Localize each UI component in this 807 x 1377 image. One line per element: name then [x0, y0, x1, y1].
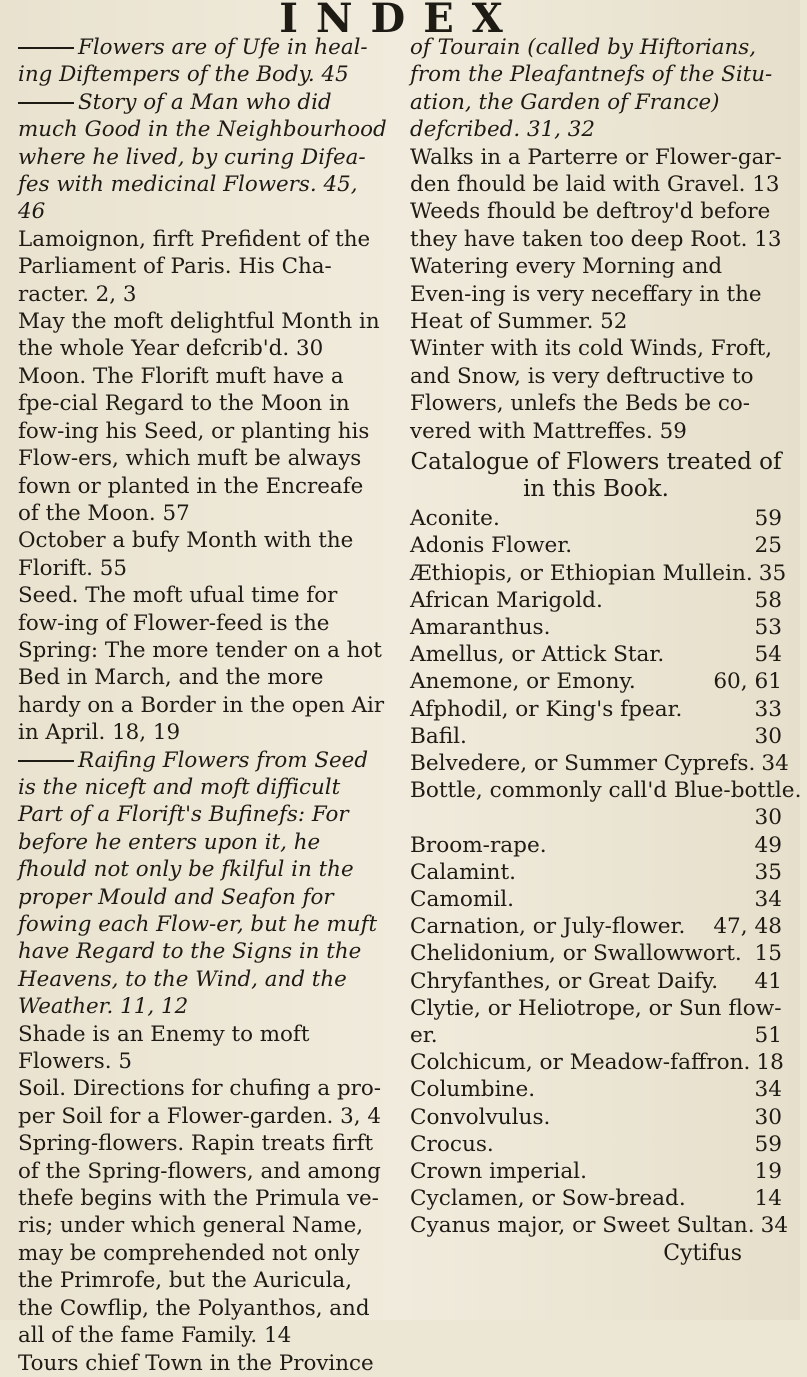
- page-numbers: 34: [754, 1077, 782, 1103]
- index-entry: [18, 226, 390, 308]
- catalogue-row: [410, 859, 782, 886]
- page-numbers: 60, 61: [713, 669, 782, 695]
- index-entry-text: May the moft delightful Month in the whole Year defcrib'd. 30: [18, 309, 380, 362]
- index-entry-text: Shade is an Enemy to moft Flowers. 5: [18, 1021, 310, 1075]
- catalogue-row: [410, 614, 782, 641]
- index-entry: [18, 89, 390, 226]
- index-entry-text: Seed. The moft ufual time for fow-ing of Flower-feed is the Spring: The more tender on a hot Bed in March, and the more hardy on a Border in the open Air in April. 18, 19: [18, 583, 385, 746]
- flower-name: Bottle, commonly call'd Blue-bottle.: [410, 778, 802, 804]
- index-entry-text: Tours chief Town in the Province: [18, 1350, 374, 1376]
- page-numbers: 15: [754, 941, 782, 967]
- flower-name: Cyanus major, or Sweet Sultan.: [410, 1213, 755, 1239]
- page-numbers: 30: [754, 723, 782, 749]
- catalogue-row: [410, 1158, 782, 1185]
- index-entry: Walks in a Parterre or Flower-gar-den fhould be laid with Gravel. 13: [410, 144, 782, 198]
- index-entry-text: Flowers are of Ufe in heal-ing Diftempers of the Body. 45: [18, 35, 368, 88]
- index-entry: [18, 527, 390, 582]
- page-numbers: [801, 777, 807, 804]
- page-numbers: 58: [754, 587, 782, 613]
- right-column: [410, 34, 802, 1304]
- index-entry-text: Raifing Flowers from Seed is the niceft and moft difficult Part of a Florift's Bufinefs: For before he enters upon it, he fhould not only be fkilful in the proper Mould and Seafon for fowing each Flow-er, but he muft have Regard to the Signs in the Heavens, to the Wind, and the Weather. 11, 12: [18, 747, 378, 1020]
- page-numbers: 47, 48: [713, 914, 782, 940]
- flower-name: Clytie, or Heliotrope, or Sun flow-: [410, 995, 782, 1021]
- page-numbers: 14: [754, 1186, 782, 1212]
- catalogue-row: [410, 1022, 782, 1049]
- left-column: [18, 34, 390, 1376]
- page-numbers: 35: [758, 560, 787, 586]
- index-entry: Watering every Morning and Even-ing is very neceffary in the Heat of Summer. 52: [410, 254, 762, 335]
- flower-name: Adonis Flower.: [410, 533, 573, 559]
- catalogue-row: [410, 587, 782, 614]
- catalogue-row: [410, 1104, 782, 1131]
- index-entry: [18, 747, 390, 1021]
- flower-name: er.: [410, 1022, 438, 1048]
- page-numbers: [782, 995, 788, 1022]
- index-entry: [18, 1350, 390, 1377]
- flower-name: Convolvulus.: [410, 1104, 551, 1130]
- page-numbers: 59: [754, 1131, 782, 1157]
- flower-name: Cyclamen, or Sow-bread.: [410, 1186, 686, 1212]
- catchword: Cytifus: [663, 1240, 742, 1266]
- page-numbers: 35: [754, 859, 782, 885]
- index-entry: of Tourain (called by Hiftorians, from the Pleafantnefs of the Situ-ation, the Garden of France) defcribed. 31, 32: [410, 35, 773, 143]
- catalogue-row: [410, 723, 782, 750]
- page-numbers: 34: [754, 886, 782, 912]
- index-entry-text: Spring-flowers. Rapin treats firft of the Spring-flowers, and among thefe begins with the Primula ve-ris; under which general Name, may be comprehended not only the Primrofe, but the Auricula, the Cowflip, the Polyanthos, and all of the fame Family. 14: [18, 1131, 381, 1349]
- right-intro-entries: [410, 34, 782, 445]
- page-numbers: 49: [754, 832, 782, 858]
- catalogue-row: [410, 968, 782, 995]
- catalogue-row: [410, 995, 782, 1022]
- flower-name: Bafil.: [410, 723, 467, 749]
- page-numbers: 34: [761, 750, 789, 776]
- index-entry: [18, 363, 390, 527]
- catalogue-row: [410, 1049, 782, 1076]
- page-numbers: 25: [754, 533, 782, 559]
- catalogue-title: Catalogue of Flowers treated of in this Book.: [410, 449, 782, 503]
- index-entry: [18, 582, 390, 746]
- flower-name: Carnation, or July-flower.: [410, 914, 686, 940]
- flower-name: Camomil.: [410, 886, 515, 912]
- catalogue-row: [410, 668, 782, 695]
- flower-name: Columbine.: [410, 1077, 536, 1103]
- catalogue-row: [410, 777, 802, 804]
- flower-name: Aconite.: [410, 506, 500, 532]
- flower-name: Amellus, or Attick Star.: [410, 642, 665, 668]
- flower-name: Belvedere, or Summer Cyprefs.: [410, 750, 756, 776]
- flower-name: Crocus.: [410, 1131, 494, 1157]
- catalogue-row: [410, 940, 782, 967]
- index-entry: [18, 1130, 390, 1349]
- page-numbers: 33: [754, 696, 782, 722]
- repeat-dash: [18, 102, 74, 104]
- repeat-dash: [18, 47, 74, 49]
- index-entry: Weeds fhould be deftroy'd before they have taken too deep Root. 13: [410, 199, 782, 252]
- index-entry-text: Moon. The Florift muft have a fpe-cial Regard to the Moon in fow-ing his Seed, or planting his Flow-ers, which muft be always fown or planted in the Encreafe of the Moon. 57: [18, 363, 370, 526]
- index-entry-text: Story of a Man who did much Good in the Neighbourhood where he lived, by curing Difea-fes with medicinal Flowers. 45, 46: [18, 89, 387, 225]
- catalogue-row: [410, 1212, 789, 1239]
- page-header: INDEX: [279, 0, 521, 42]
- catalogue-row: [410, 804, 782, 831]
- catalogue-row: [410, 1131, 782, 1158]
- index-entry: [18, 1021, 390, 1076]
- catalogue-row: [410, 1185, 782, 1212]
- catalogue-row: [410, 750, 789, 777]
- index-entry: [18, 34, 390, 89]
- catalogue-row: [410, 832, 782, 859]
- page-numbers: 41: [754, 968, 782, 994]
- page-numbers: 51: [754, 1022, 782, 1048]
- flower-name: Æthiopis, or Ethiopian Mullein.: [410, 560, 753, 586]
- flower-name: African Marigold.: [410, 587, 603, 613]
- index-entry-text: Soil. Directions for chufing a pro-per Soil for a Flower-garden. 3, 4: [18, 1076, 382, 1129]
- catalogue-row: [410, 886, 782, 913]
- catalogue-row: [410, 560, 787, 587]
- flower-name: Afphodil, or King's fpear.: [410, 696, 683, 722]
- page-numbers: 54: [754, 642, 782, 668]
- flower-name: Crown imperial.: [410, 1158, 587, 1184]
- page-numbers: 34: [760, 1213, 789, 1239]
- flower-name: Colchicum, or Meadow-faffron.: [410, 1050, 751, 1076]
- index-entry-text: Lamoignon, firft Prefident of the Parliament of Paris. His Cha-racter. 2, 3: [18, 226, 371, 307]
- catalogue-row: [410, 913, 782, 940]
- index-entry: [18, 308, 390, 363]
- flower-name: Chelidonium, or Swallowwort.: [410, 941, 742, 967]
- page-numbers: 30: [754, 805, 782, 831]
- flower-name: Amaranthus.: [410, 614, 551, 640]
- page-numbers: 30: [754, 1104, 782, 1130]
- index-entry: Winter with its cold Winds, Froft, and Snow, is very deftructive to Flowers, unlefs the Beds be co-vered with Mattreffes. 59: [410, 336, 772, 444]
- catalogue-row: [410, 696, 782, 723]
- flower-name: Calamint.: [410, 859, 517, 885]
- catalogue-row: [410, 505, 782, 532]
- flower-name: Chryfanthes, or Great Daify.: [410, 968, 719, 994]
- catalogue-list: [410, 505, 802, 1239]
- page-numbers: 18: [756, 1050, 784, 1076]
- repeat-dash: [18, 760, 74, 762]
- catalogue-row: [410, 532, 782, 559]
- flower-name: Broom-rape.: [410, 832, 547, 858]
- catalogue-row: [410, 641, 782, 668]
- page-numbers: 59: [754, 506, 782, 532]
- index-entry-text: October a bufy Month with the Florift. 55: [18, 528, 354, 581]
- flower-name: Anemone, or Emony.: [410, 669, 636, 695]
- index-entry: [18, 1075, 390, 1130]
- page-numbers: 19: [754, 1158, 782, 1184]
- catalogue-row: [410, 1076, 782, 1103]
- page-numbers: 53: [754, 614, 782, 640]
